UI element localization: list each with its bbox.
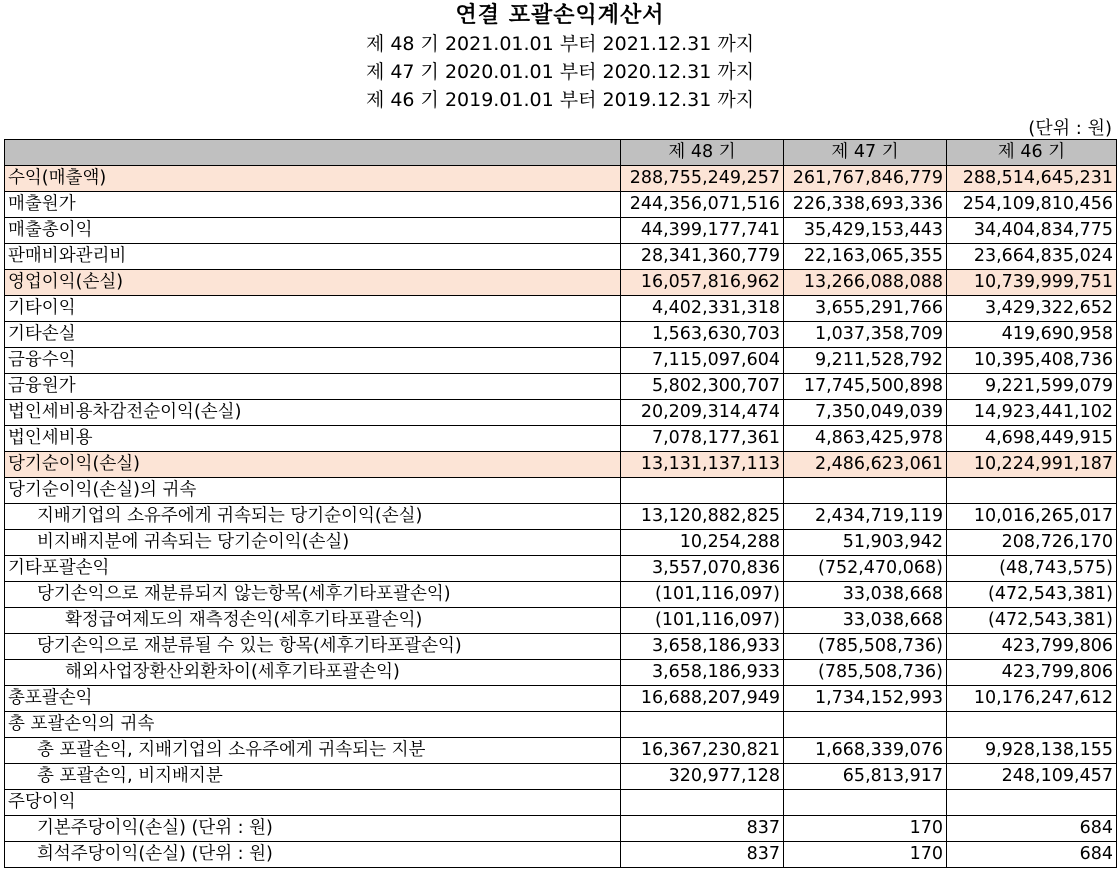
row-label: 기본주당이익(손실) (단위 : 원) (5, 816, 621, 842)
table-row (5, 296, 1117, 322)
table-row (5, 244, 1117, 270)
unit-label: (단위 : 원) (1028, 118, 1112, 139)
table-row (5, 582, 1117, 608)
table-row (5, 322, 1117, 348)
row-value: 1,563,630,703 (621, 322, 784, 348)
row-label: 매출총이익 (5, 218, 621, 244)
row-label: 비지배지분에 귀속되는 당기순이익(손실) (5, 530, 621, 556)
row-value: 9,221,599,079 (947, 374, 1117, 400)
table-row (5, 816, 1117, 842)
row-label: 확정급여제도의 재측정손익(세후기타포괄손익) (5, 608, 621, 634)
row-value: 65,813,917 (784, 764, 947, 790)
row-value (621, 712, 784, 738)
row-label: 기타포괄손익 (5, 556, 621, 582)
row-value: 44,399,177,741 (621, 218, 784, 244)
table-row (5, 192, 1117, 218)
row-value: (752,470,068) (784, 556, 947, 582)
row-label: 법인세비용차감전순이익(손실) (5, 400, 621, 426)
row-value: 13,131,137,113 (621, 452, 784, 478)
row-value: 14,923,441,102 (947, 400, 1117, 426)
row-value: 3,658,186,933 (621, 634, 784, 660)
row-value: 4,402,331,318 (621, 296, 784, 322)
row-value: 3,557,070,836 (621, 556, 784, 582)
row-value: 244,356,071,516 (621, 192, 784, 218)
row-value: 51,903,942 (784, 530, 947, 556)
row-value: 419,690,958 (947, 322, 1117, 348)
row-value: (101,116,097) (621, 608, 784, 634)
row-value: (785,508,736) (784, 634, 947, 660)
row-label: 지배기업의 소유주에게 귀속되는 당기순이익(손실) (5, 504, 621, 530)
row-value: (472,543,381) (947, 608, 1117, 634)
row-value: 17,745,500,898 (784, 374, 947, 400)
table-row (5, 738, 1117, 764)
row-value (947, 478, 1117, 504)
table-row (5, 270, 1117, 296)
row-value: 208,726,170 (947, 530, 1117, 556)
table-row (5, 764, 1117, 790)
row-label: 해외사업장환산외환차이(세후기타포괄손익) (5, 660, 621, 686)
row-label: 주당이익 (5, 790, 621, 816)
table-row (5, 166, 1117, 192)
row-label: 당기손익으로 재분류되지 않는항목(세후기타포괄손익) (5, 582, 621, 608)
row-value: 10,254,288 (621, 530, 784, 556)
table-row (5, 452, 1117, 478)
table-row (5, 660, 1117, 686)
row-value: 5,802,300,707 (621, 374, 784, 400)
table-row (5, 348, 1117, 374)
row-value: 3,429,322,652 (947, 296, 1117, 322)
row-value: 837 (621, 816, 784, 842)
row-label: 수익(매출액) (5, 166, 621, 192)
row-label: 총 포괄손익, 비지배지분 (5, 764, 621, 790)
row-value: 170 (784, 816, 947, 842)
period-line: 제 46 기 2019.01.01 부터 2019.12.31 까지 (365, 89, 755, 111)
row-label: 당기순이익(손실) (5, 452, 621, 478)
row-label: 매출원가 (5, 192, 621, 218)
row-value (784, 790, 947, 816)
table-row (5, 478, 1117, 504)
row-value: 1,668,339,076 (784, 738, 947, 764)
row-value: 16,688,207,949 (621, 686, 784, 712)
income-statement-table (4, 139, 1117, 868)
row-value: 423,799,806 (947, 634, 1117, 660)
row-value: 3,658,186,933 (621, 660, 784, 686)
statement-title: 연결 포괄손익계산서 (455, 3, 665, 28)
row-label: 당기순이익(손실)의 귀속 (5, 478, 621, 504)
row-value: 23,664,835,024 (947, 244, 1117, 270)
row-value: 10,739,999,751 (947, 270, 1117, 296)
row-label: 총 포괄손익, 지배기업의 소유주에게 귀속되는 지분 (5, 738, 621, 764)
table-row (5, 400, 1117, 426)
row-value: 684 (947, 816, 1117, 842)
row-label: 총포괄손익 (5, 686, 621, 712)
row-value: 13,120,882,825 (621, 504, 784, 530)
row-label: 총 포괄손익의 귀속 (5, 712, 621, 738)
row-value: 2,486,623,061 (784, 452, 947, 478)
row-value: 9,928,138,155 (947, 738, 1117, 764)
row-value: 16,367,230,821 (621, 738, 784, 764)
table-row (5, 504, 1117, 530)
row-value (947, 712, 1117, 738)
row-value: 34,404,834,775 (947, 218, 1117, 244)
row-label: 금융원가 (5, 374, 621, 400)
table-header-row (5, 140, 1117, 166)
row-value (947, 790, 1117, 816)
row-value: 837 (621, 842, 784, 868)
table-body (5, 166, 1117, 868)
row-value: 9,211,528,792 (784, 348, 947, 374)
row-value: 248,109,457 (947, 764, 1117, 790)
row-value: 22,163,065,355 (784, 244, 947, 270)
row-value: 2,434,719,119 (784, 504, 947, 530)
table-row (5, 374, 1117, 400)
row-value: 4,698,449,915 (947, 426, 1117, 452)
table-row (5, 608, 1117, 634)
row-value: 1,734,152,993 (784, 686, 947, 712)
row-value: 1,037,358,709 (784, 322, 947, 348)
row-value: 288,755,249,257 (621, 166, 784, 192)
row-value: 3,655,291,766 (784, 296, 947, 322)
row-value: 10,016,265,017 (947, 504, 1117, 530)
row-value: 7,078,177,361 (621, 426, 784, 452)
row-value: (785,508,736) (784, 660, 947, 686)
row-value: 226,338,693,336 (784, 192, 947, 218)
row-value (784, 478, 947, 504)
row-value (621, 790, 784, 816)
row-value: 7,115,097,604 (621, 348, 784, 374)
row-value: 288,514,645,231 (947, 166, 1117, 192)
row-label: 희석주당이익(손실) (단위 : 원) (5, 842, 621, 868)
table-row (5, 842, 1117, 868)
period-line: 제 47 기 2020.01.01 부터 2020.12.31 까지 (365, 61, 755, 83)
row-label: 기타이익 (5, 296, 621, 322)
table-row (5, 686, 1117, 712)
row-value: (101,116,097) (621, 582, 784, 608)
table-row (5, 218, 1117, 244)
row-value (784, 712, 947, 738)
statement-header (0, 0, 1120, 114)
row-value: 7,350,049,039 (784, 400, 947, 426)
row-value: 35,429,153,443 (784, 218, 947, 244)
row-value: 33,038,668 (784, 582, 947, 608)
row-value: 684 (947, 842, 1117, 868)
row-value: 254,109,810,456 (947, 192, 1117, 218)
row-label: 금융수익 (5, 348, 621, 374)
row-value: 320,977,128 (621, 764, 784, 790)
row-value: 13,266,088,088 (784, 270, 947, 296)
row-label: 판매비와관리비 (5, 244, 621, 270)
column-header-label (5, 140, 621, 166)
row-value: (48,743,575) (947, 556, 1117, 582)
row-value: 423,799,806 (947, 660, 1117, 686)
row-label: 법인세비용 (5, 426, 621, 452)
table-row (5, 556, 1117, 582)
table-row (5, 634, 1117, 660)
row-value: 10,176,247,612 (947, 686, 1117, 712)
row-label: 기타손실 (5, 322, 621, 348)
column-header-48: 제 48 기 (621, 140, 784, 166)
row-value: 10,224,991,187 (947, 452, 1117, 478)
row-value: 4,863,425,978 (784, 426, 947, 452)
table-row (5, 790, 1117, 816)
table-row (5, 426, 1117, 452)
row-value: 16,057,816,962 (621, 270, 784, 296)
row-value: (472,543,381) (947, 582, 1117, 608)
table-row (5, 530, 1117, 556)
row-value: 261,767,846,779 (784, 166, 947, 192)
row-value: 10,395,408,736 (947, 348, 1117, 374)
column-header-46: 제 46 기 (947, 140, 1117, 166)
row-value: 33,038,668 (784, 608, 947, 634)
period-line: 제 48 기 2021.01.01 부터 2021.12.31 까지 (365, 33, 755, 55)
column-header-47: 제 47 기 (784, 140, 947, 166)
row-value: 28,341,360,779 (621, 244, 784, 270)
table-row (5, 712, 1117, 738)
row-value: 20,209,314,474 (621, 400, 784, 426)
row-value: 170 (784, 842, 947, 868)
row-value (621, 478, 784, 504)
row-label: 영업이익(손실) (5, 270, 621, 296)
row-label: 당기손익으로 재분류될 수 있는 항목(세후기타포괄손익) (5, 634, 621, 660)
